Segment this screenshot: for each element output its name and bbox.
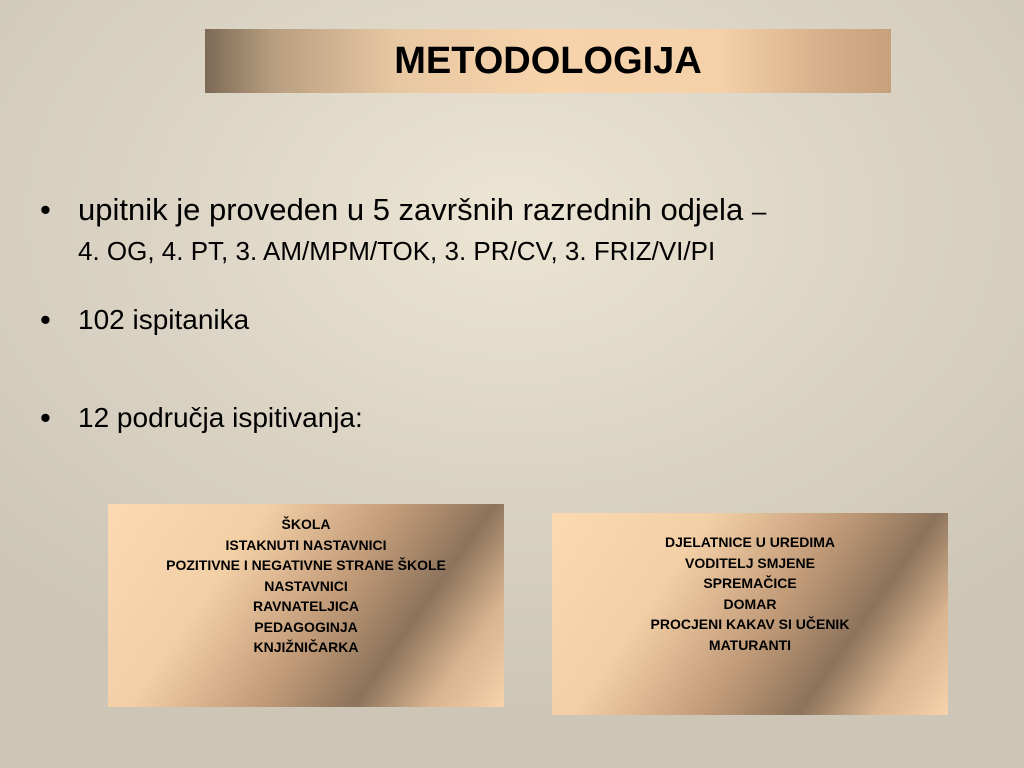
area-item: DOMAR xyxy=(723,595,777,612)
area-item: PEDAGOGINJA xyxy=(254,618,358,635)
areas-box-left xyxy=(108,504,504,707)
bullet-text-areas: 12 područja ispitivanja: xyxy=(78,402,363,433)
area-item: MATURANTI xyxy=(708,636,792,653)
area-item: POZITIVNE I NEGATIVNE STRANE ŠKOLE xyxy=(166,557,446,573)
area-item: ŠKOLA xyxy=(281,516,331,532)
area-item: SPREMAČICE xyxy=(703,575,797,591)
area-item: NASTAVNICI xyxy=(264,577,348,594)
bullet-marker: • xyxy=(40,400,51,435)
bullet-item-respondents xyxy=(40,298,1000,396)
area-item: ISTAKNUTI NASTAVNICI xyxy=(225,536,387,553)
area-item: DJELATNICE U UREDIMA xyxy=(664,534,836,550)
bullet-list xyxy=(40,188,1000,440)
bullet-item-areas xyxy=(40,396,1000,440)
bullet-item-classes xyxy=(40,188,1000,298)
bullet-dash: – xyxy=(751,196,767,226)
slide-title: METODOLOGIJA xyxy=(394,39,702,82)
area-item: VODITELJ SMJENE xyxy=(685,554,815,571)
area-item: PROCJENI KAKAV SI UČENIK xyxy=(650,616,850,632)
bullet-text-class-list: 4. OG, 4. PT, 3. AM/MPM/TOK, 3. PR/CV, 3. FRIZ/VI/PI xyxy=(78,236,716,266)
bullet-text-respondents: 102 ispitanika xyxy=(78,304,250,335)
area-item: KNJIŽNIČARKA xyxy=(253,639,359,655)
bullet-marker: • xyxy=(40,192,51,227)
area-item: RAVNATELJICA xyxy=(252,598,360,614)
areas-box-right xyxy=(552,513,948,715)
title-banner xyxy=(205,29,891,93)
bullet-marker: • xyxy=(40,302,51,337)
bullet-text-survey: upitnik je proveden u 5 završnih razrednih odjela xyxy=(78,192,744,227)
